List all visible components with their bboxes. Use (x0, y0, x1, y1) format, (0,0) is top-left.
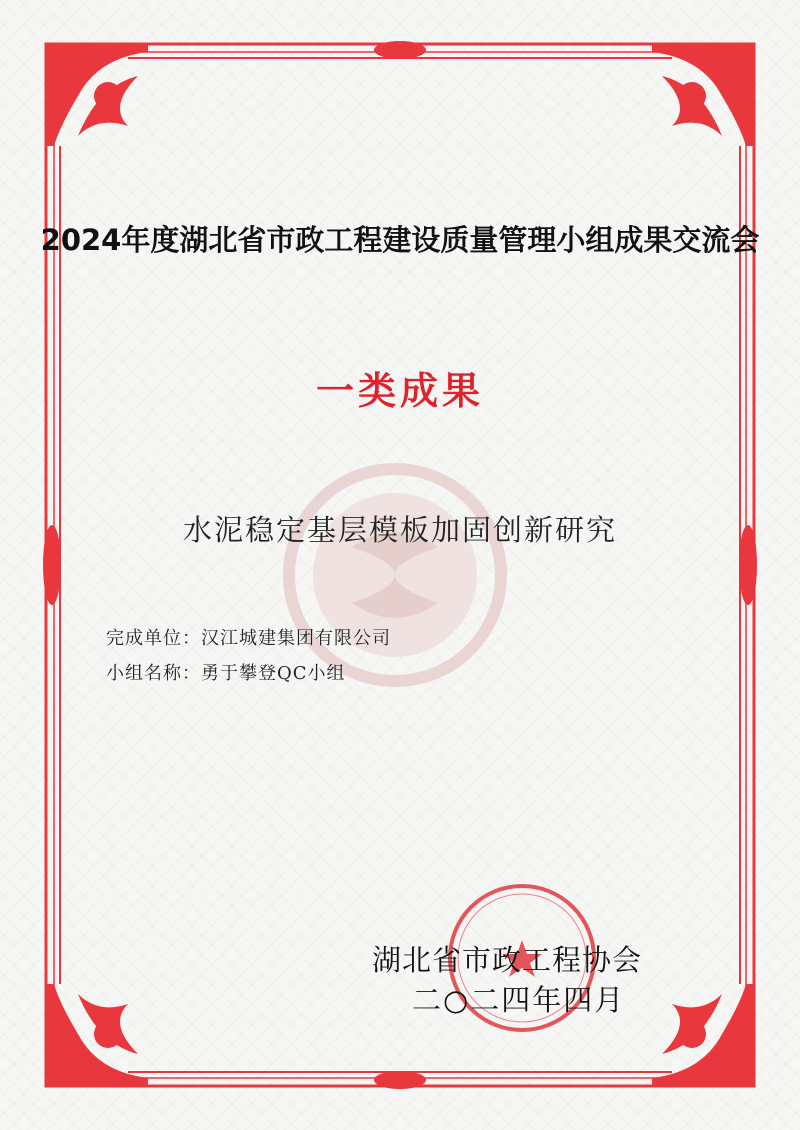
unit-label: 完成单位： (106, 628, 201, 649)
project-name: 水泥稳定基层模板加固创新研究 (182, 513, 617, 547)
corner-ornament-top-left (46, 44, 148, 146)
issuer-name: 湖北省市政工程协会 (372, 943, 643, 977)
certificate-title: 2024年度湖北省市政工程建设质量管理小组成果交流会 (40, 223, 760, 257)
group-name-line (106, 659, 346, 685)
group-value: 勇于攀登QC小组 (201, 663, 346, 684)
issue-date: 二○二四年四月 (412, 983, 626, 1017)
corner-ornament-bottom-left (46, 984, 148, 1086)
corner-ornament-bottom-right (652, 984, 754, 1086)
corner-ornament-top-right (652, 44, 754, 146)
completing-unit-line (106, 624, 391, 650)
group-label: 小组名称： (106, 663, 201, 684)
award-level: 一类成果 (315, 368, 484, 413)
association-logo-watermark (282, 462, 508, 688)
unit-value: 汉江城建集团有限公司 (201, 628, 391, 649)
